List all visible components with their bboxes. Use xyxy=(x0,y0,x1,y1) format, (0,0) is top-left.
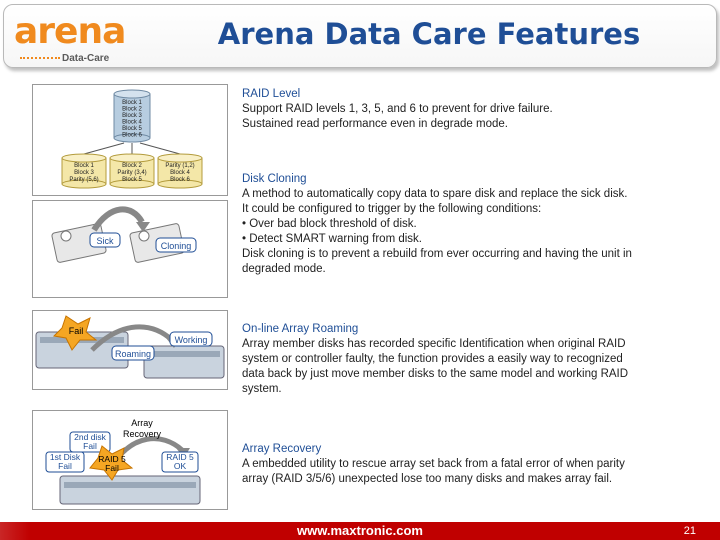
disk-block-labels xyxy=(69,163,194,183)
disk-cloning-heading: Disk Cloning xyxy=(242,173,307,185)
first-disk-label-1: 1st Disk xyxy=(49,452,81,462)
raid-level-line: Support RAID levels 1, 3, 5, and 6 to prevent for drive failure. xyxy=(242,103,553,115)
logo-text: arena xyxy=(14,11,126,52)
roaming-label: Roaming xyxy=(114,349,152,359)
array-recovery-section xyxy=(242,442,692,487)
cloning-diagram xyxy=(32,200,228,298)
raid-ok-label-2: OK xyxy=(173,461,187,471)
disk2-block-label: Block 2 xyxy=(122,163,142,169)
footer-fade xyxy=(0,522,30,540)
disk1-block-label: Block 1 xyxy=(74,163,94,169)
logo-subtitle: Data-Care xyxy=(62,53,110,64)
footer-bar xyxy=(0,522,720,540)
header-bar xyxy=(3,4,717,68)
disk-cloning-line: It could be configured to trigger by the following conditions: xyxy=(242,203,542,215)
first-disk-label-2: Fail xyxy=(58,461,72,471)
sick-label: Sick xyxy=(96,236,114,246)
recovery-diagram xyxy=(32,410,228,510)
working-chassis-icon xyxy=(144,346,224,378)
disk1-block-label: Parity (5,6) xyxy=(69,177,99,183)
array-roaming-section xyxy=(242,322,692,397)
source-block-label: Block 5 xyxy=(122,126,142,132)
source-block-label: Block 1 xyxy=(122,100,142,106)
disk3-block-label: Block 6 xyxy=(170,177,190,183)
source-block-label: Block 6 xyxy=(122,132,142,139)
source-block-labels xyxy=(122,100,142,139)
disk2-block-label: Parity (3,4) xyxy=(117,170,147,176)
array-roaming-line: system or controller faulty, the function provides a easily way to recognized xyxy=(242,353,623,365)
disk2-block-label: Block 5 xyxy=(122,177,142,183)
cloning-label: Cloning xyxy=(160,241,192,251)
footer-url-link[interactable]: www.maxtronic.com xyxy=(297,523,423,538)
disk1-block-label: Block 3 xyxy=(74,170,94,176)
page-title: Arena Data Care Features xyxy=(217,17,641,51)
disk-cloning-line: Disk cloning is to prevent a rebuild from ever occurring and having the unit in xyxy=(242,248,632,260)
array-roaming-line: system. xyxy=(242,383,282,395)
working-label: Working xyxy=(174,335,208,345)
array-roaming-heading: On-line Array Roaming xyxy=(242,323,359,335)
disk3-block-label: Parity (1,2) xyxy=(165,163,195,169)
disk-cloning-line: • Detect SMART warning from disk. xyxy=(242,233,422,245)
disk-cloning-line: • Over bad block threshold of disk. xyxy=(242,218,417,230)
second-disk-label-1: 2nd disk xyxy=(74,432,106,442)
raid-ok-label-1: RAID 5 xyxy=(166,452,194,462)
array-roaming-line: data back by just move member disks to the same model and working RAID xyxy=(242,368,629,380)
raid-level-heading: RAID Level xyxy=(242,88,301,100)
array-recovery-line: A embedded utility to rescue array set back from a fatal error of when parity xyxy=(242,458,625,470)
fail-label: Fail xyxy=(68,326,84,336)
array-recovery-heading: Array Recovery xyxy=(242,443,322,455)
disk-cloning-section xyxy=(242,172,692,277)
arena-logo xyxy=(12,11,142,65)
disk-cloning-line: degraded mode. xyxy=(242,263,326,275)
disk3-block-label: Block 4 xyxy=(170,170,190,176)
roaming-diagram xyxy=(32,310,228,390)
logo-dots xyxy=(20,57,60,61)
raid-level-section xyxy=(242,87,692,132)
raid-fail-label-2: Fail xyxy=(105,463,119,473)
array-recovery-label-2: Recovery xyxy=(122,429,162,439)
array-recovery-line: array (RAID 3/5/6) unexpected lose too many disks and makes array fail. xyxy=(242,473,613,485)
source-block-label: Block 4 xyxy=(122,119,142,126)
recovery-chassis-icon xyxy=(60,476,200,504)
second-disk-label-2: Fail xyxy=(83,441,97,451)
array-recovery-label-1: Array xyxy=(131,418,153,428)
source-block-label: Block 2 xyxy=(122,106,142,113)
raid-diagram xyxy=(32,84,228,196)
array-roaming-line: Array member disks has recorded specific Identification when original RAID xyxy=(242,338,626,350)
raid-level-line: Sustained read performance even in degrade mode. xyxy=(242,118,508,130)
source-block-label: Block 3 xyxy=(122,113,142,119)
raid-fail-label-1: RAID 5 xyxy=(98,454,126,464)
disk-cloning-line: A method to automatically copy data to spare disk and replace the sick disk. xyxy=(242,188,628,200)
page-number: 21 xyxy=(683,525,696,537)
